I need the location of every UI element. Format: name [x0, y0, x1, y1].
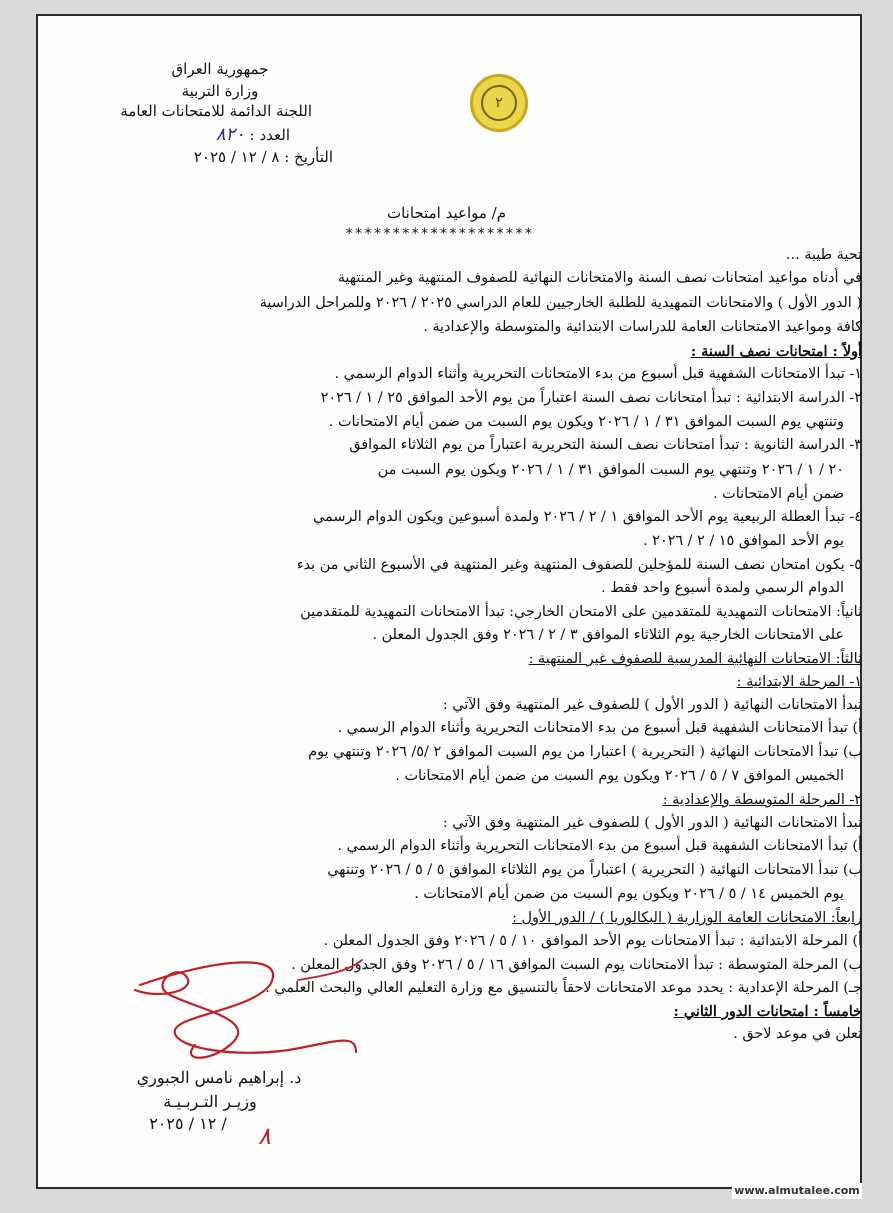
intro-line-2: ( الدور الأول ) والامتحانات التمهيدية للطلبة الخارجيين للعام الدراسي ٢٠٢٥ / ٢٠٢٦ وللمراحل الدراسية	[259, 295, 862, 311]
intro-line-1: في أدناه مواعيد امتحانات نصف السنة والامتحانات النهائية للصفوف المنتهية وغير المنتهية	[337, 270, 862, 286]
section-fifth-heading: خامساً : امتحانات الدور الثاني :	[673, 1003, 862, 1020]
number-value: ٨٢٠	[215, 124, 245, 145]
fourth-item-a: أ) المرحلة الابتدائية : تبدأ الامتحانات يوم الأحد الموافق ١٠ / ٥ / ٢٠٢٦ وفق الجدول المعلن .	[323, 933, 862, 949]
seal-inner-mark: ٢	[481, 85, 517, 121]
primary-stage-heading: ١- المرحلة الابتدائية :	[736, 674, 862, 690]
item-5-line-2: الدوام الرسمي ولمدة أسبوع واحد فقط .	[601, 580, 844, 596]
signature-day-handwritten: ٨	[258, 1122, 271, 1150]
secondary-item-b-line-2: يوم الخميس ١٤ / ٥ / ٢٠٢٦ ويكون يوم السبت من ضمن أيام الامتحانات .	[414, 886, 844, 902]
item-5-line-1: ٥- يكون امتحان نصف السنة للمؤجلين للصفوف المنتهية وغير المنتهية في الأسبوع الثاني من بدء	[296, 557, 862, 573]
item-1: ١- تبدأ الامتحانات الشفهية قبل أسبوع من بدء الامتحانات التحريرية وأثناء الدوام الرسمي .	[334, 366, 862, 382]
country-name: جمهورية العراق	[171, 60, 269, 78]
number-label: العدد :	[249, 126, 290, 144]
item-3-line-3: ضمن أيام الامتحانات .	[713, 486, 844, 502]
secondary-item-b-line-1: ب) تبدأ الامتحانات النهائية ( التحريرية ) اعتباراً من يوم الثلاثاء الموافق ٥ / ٥ / ٢٠٢٦ وتنتهي	[327, 862, 862, 878]
primary-item-b-line-1: ب) تبدأ الامتحانات النهائية ( التحريرية ) اعتبارا من يوم السبت الموافق ٢ /٥/ ٢٠٢٦ وتنتهي يوم	[308, 744, 862, 760]
signatory-name: د. إبراهيم نامس الجبوري	[136, 1068, 302, 1087]
subject-underline-stars: ********************	[345, 226, 534, 242]
ministry-name: وزارة التربية	[181, 82, 259, 100]
website-watermark: www.almutalee.com	[732, 1183, 862, 1199]
greeting: تحية طيبة ...	[785, 247, 862, 263]
section-third-heading: ثالثاً: الامتحانات النهائية المدرسية للصفوف غير المنتهية :	[528, 651, 862, 667]
item-2-line-2: وتنتهي يوم السبت الموافق ٣١ / ١ / ٢٠٢٦ ويكون يوم السبت من ضمن أيام الامتحانات .	[328, 414, 844, 430]
section-second-line-1: ثانياً: الامتحانات التمهيدية للمتقدمين على الامتحان الخارجي: تبدأ الامتحانات التمهيدية للمتقدمين	[300, 604, 862, 620]
date-value: ٨ / ١٢ / ٢٠٢٥	[193, 148, 280, 166]
secondary-stage-heading: ٢- المرحلة المتوسطة والإعدادية :	[662, 792, 862, 808]
section-second-line-2: على الامتحانات الخارجية يوم الثلاثاء الموافق ٣ / ٢ / ٢٠٢٦ وفق الجدول المعلن .	[372, 627, 844, 643]
date-label: التأريخ :	[284, 148, 333, 166]
section-first-heading: أولاً : امتحانات نصف السنة :	[690, 343, 862, 360]
primary-stage-intro: تبدأ الامتحانات النهائية ( الدور الأول ) للصفوف غير المنتهية وفق الآتي :	[442, 697, 862, 713]
item-3-line-1: ٣- الدراسة الثانوية : تبدأ امتحانات نصف السنة التحريرية اعتباراً من يوم الثلاثاء الموافق	[349, 437, 862, 453]
subject-line: م/ مواعيد امتحانات	[386, 204, 507, 222]
letter-body	[92, 0, 862, 1213]
item-4-line-2: يوم الأحد الموافق ١٥ / ٢ / ٢٠٢٦ .	[642, 533, 844, 549]
item-2-line-1: ٢- الدراسة الابتدائية : تبدأ امتحانات نصف السنة اعتباراً من يوم الأحد الموافق ٢٥ / ١ / ٢٠٢٦	[320, 390, 862, 406]
item-3-line-2: ٢٠ / ١ / ٢٠٢٦ وتنتهي يوم السبت الموافق ٣١ / ١ / ٢٠٢٦ ويكون يوم السبت من	[377, 462, 844, 478]
signatory-title: وزيـر التـربـيـة	[163, 1092, 257, 1111]
secondary-item-a: أ) تبدأ الامتحانات الشفهية قبل أسبوع من بدء الامتحانات التحريرية وأثناء الدوام الرسمي .	[337, 838, 862, 854]
fourth-item-b: ب) المرحلة المتوسطة : تبدأ الامتحانات يوم السبت الموافق ١٦ / ٥ / ٢٠٢٦ وفق الجدول المعلن .	[291, 957, 862, 973]
section-fifth-text: تعلن في موعد لاحق .	[733, 1026, 862, 1042]
section-fourth-heading: رابعاً: الامتحانات العامة الوزارية ( البكالوريا ) / الدور الأول :	[512, 910, 862, 926]
committee-name: اللجنة الدائمة للامتحانات العامة	[120, 102, 312, 120]
signature-date: / ١٢ / ٢٠٢٥	[149, 1114, 227, 1133]
intro-line-3: كافة ومواعيد الامتحانات العامة للدراسات الابتدائية والمتوسطة والإعدادية .	[423, 319, 862, 335]
secondary-stage-intro: تبدأ الامتحانات النهائية ( الدور الأول ) للصفوف غير المنتهية وفق الآتي :	[442, 815, 862, 831]
item-4-line-1: ٤- تبدأ العطلة الربيعية يوم الأحد الموافق ١ / ٢ / ٢٠٢٦ ولمدة أسبوعين ويكون الدوام الرسمي	[313, 509, 862, 525]
primary-item-a: أ) تبدأ الامتحانات الشفهية قبل أسبوع من بدء الامتحانات التحريرية وأثناء الدوام الرسمي .	[337, 720, 862, 736]
fourth-item-c: جـ) المرحلة الإعدادية : يحدد موعد الامتحانات لاحقاً بالتنسيق مع وزارة التعليم العالي والبحث العلمي .	[265, 980, 862, 996]
primary-item-b-line-2: الخميس الموافق ٧ / ٥ / ٢٠٢٦ ويكون يوم السبت من ضمن أيام الامتحانات .	[395, 768, 844, 784]
